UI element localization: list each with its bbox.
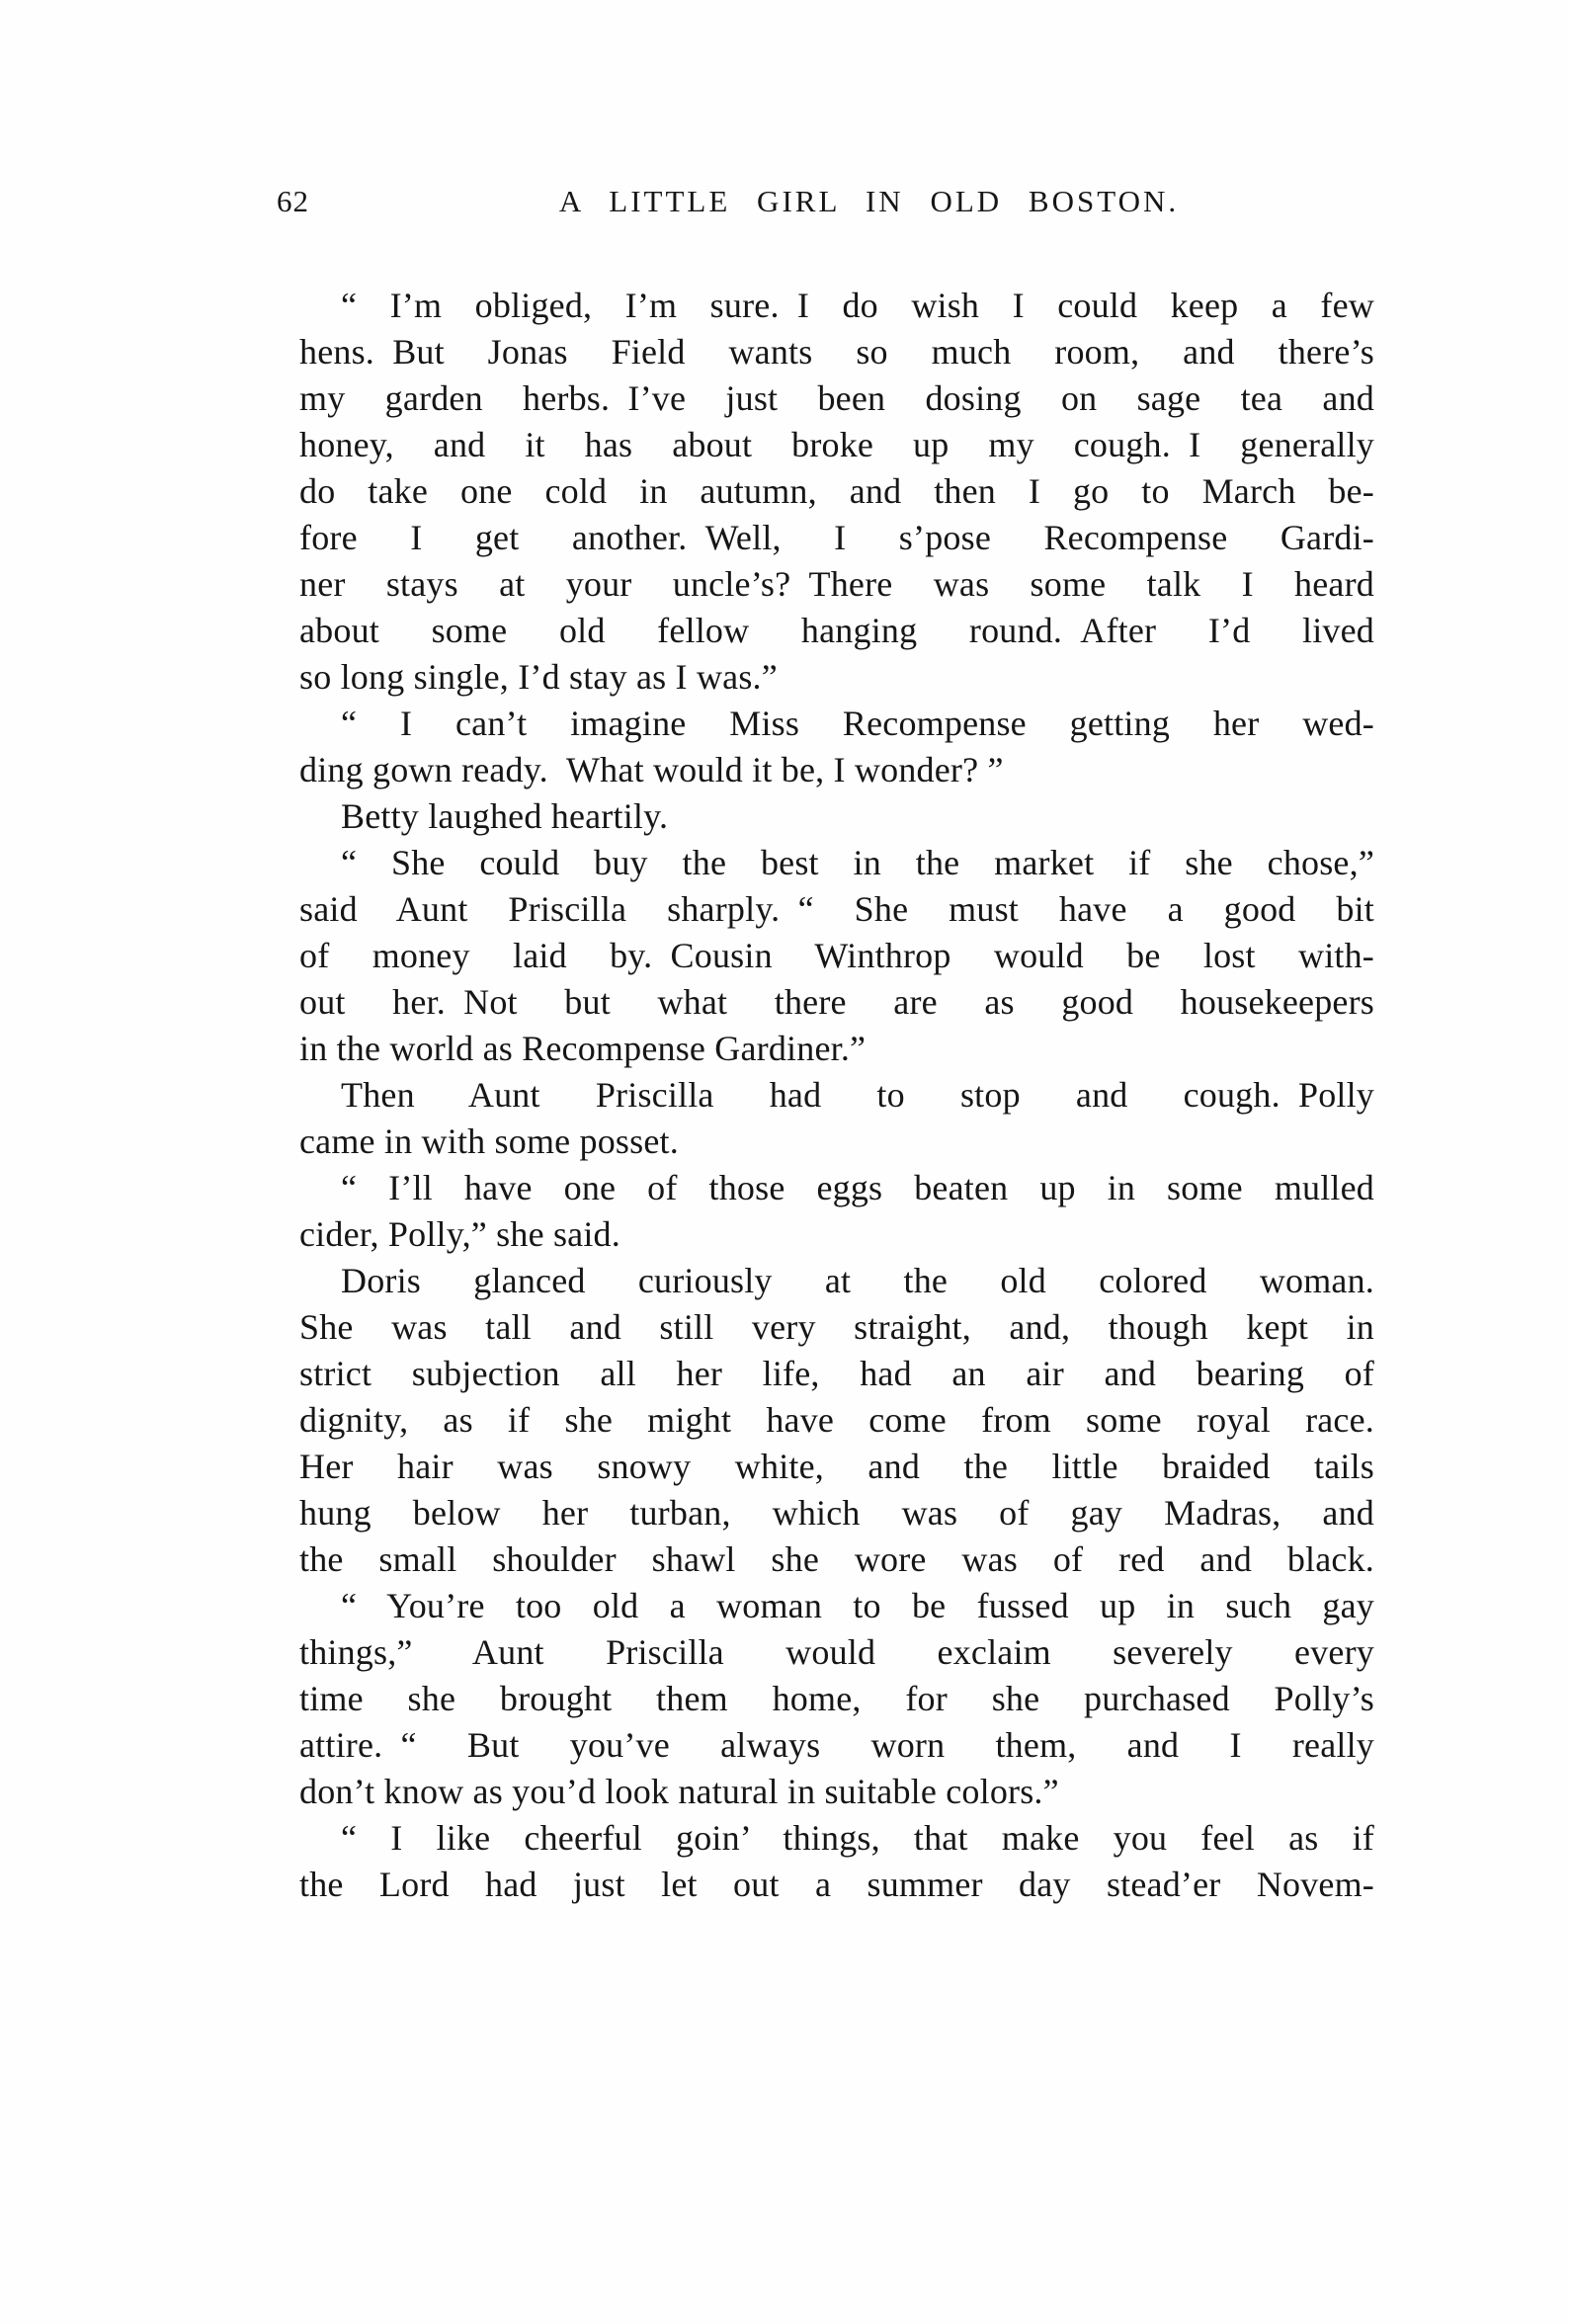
text-line: attire. “ But you’ve always worn them, and I really <box>299 1725 1374 1765</box>
text-line: She was tall and still very straight, and, though kept in <box>299 1307 1374 1347</box>
text-line: Betty laughed heartily. <box>341 796 669 836</box>
paragraph <box>299 1815 1374 1908</box>
paragraph <box>299 283 1374 701</box>
body-text <box>299 283 1374 1908</box>
text-line: came in with some posset. <box>299 1121 679 1161</box>
paragraph <box>299 1583 1374 1815</box>
text-line: things,” Aunt Priscilla would exclaim severely every <box>299 1632 1374 1672</box>
text-line: my garden herbs. I’ve just been dosing on sage tea and <box>299 378 1374 418</box>
running-head <box>277 184 1373 219</box>
text-line: strict subjection all her life, had an air and bearing of <box>299 1354 1374 1393</box>
text-line: out her. Not but what there are as good housekeepers <box>299 982 1374 1022</box>
text-line: hung below her turban, which was of gay Madras, and <box>299 1493 1374 1533</box>
text-line: don’t know as you’d look natural in suitable colors.” <box>299 1772 1059 1811</box>
text-line: do take one cold in autumn, and then I go to March be- <box>299 471 1374 511</box>
text-line: “ She could buy the best in the market if she chose,” <box>341 843 1374 882</box>
text-line: of money laid by. Cousin Winthrop would be lost with- <box>299 936 1374 975</box>
running-title: A LITTLE GIRL IN OLD BOSTON. <box>558 184 1180 218</box>
text-line: in the world as Recompense Gardiner.” <box>299 1029 867 1068</box>
text-line: “ I like cheerful goin’ things, that make you feel as if <box>341 1818 1374 1858</box>
paragraph <box>299 1258 1374 1583</box>
text-line: fore I get another. Well, I s’pose Recompense Gardi- <box>299 518 1374 557</box>
paragraph <box>299 1072 1374 1165</box>
text-line: Then Aunt Priscilla had to stop and cough. Polly <box>341 1075 1374 1115</box>
paragraph <box>299 701 1374 793</box>
text-line: “ I’ll have one of those eggs beaten up in some mulled <box>341 1168 1374 1207</box>
text-line: Her hair was snowy white, and the little braided tails <box>299 1447 1374 1486</box>
text-line: time she brought them home, for she purchased Polly’s <box>299 1679 1374 1718</box>
text-line: “ I’m obliged, I’m sure. I do wish I could keep a few <box>341 286 1374 325</box>
paragraph <box>299 840 1374 1072</box>
text-line: “ I can’t imagine Miss Recompense getting her wed- <box>341 704 1374 743</box>
text-line: the Lord had just let out a summer day stead’er Novem- <box>299 1865 1374 1904</box>
paragraph <box>299 793 1374 840</box>
text-line: dignity, as if she might have come from some royal race. <box>299 1400 1374 1440</box>
text-line: about some old fellow hanging round. After I’d lived <box>299 611 1374 650</box>
text-line: “ You’re too old a woman to be fussed up in such gay <box>341 1586 1374 1625</box>
text-line: ding gown ready. What would it be, I wonder? ” <box>299 750 1004 789</box>
text-line: the small shoulder shawl she wore was of red and black. <box>299 1539 1374 1579</box>
text-line: so long single, I’d stay as I was.” <box>299 657 778 697</box>
paragraph <box>299 1165 1374 1258</box>
text-line: Doris glanced curiously at the old colored woman. <box>341 1261 1374 1300</box>
text-line: honey, and it has about broke up my cough. I generally <box>299 425 1374 464</box>
text-line: said Aunt Priscilla sharply. “ She must have a good bit <box>299 889 1374 929</box>
text-line: ner stays at your uncle’s? There was some talk I heard <box>299 564 1374 604</box>
page-number: 62 <box>277 184 309 218</box>
text-line: hens. But Jonas Field wants so much room, and there’s <box>299 332 1374 372</box>
text-line: cider, Polly,” she said. <box>299 1214 620 1254</box>
